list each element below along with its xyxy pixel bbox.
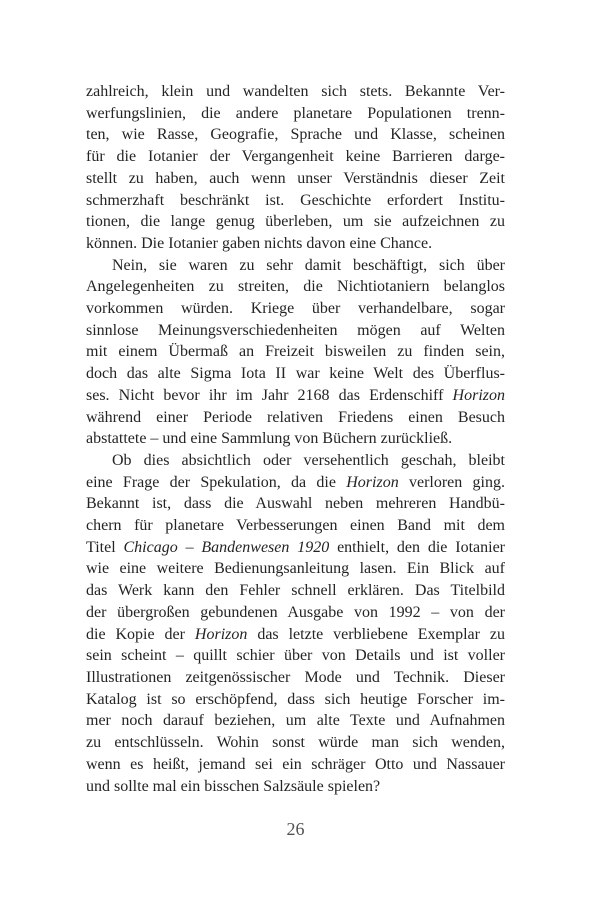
- text-line: [86, 602, 505, 624]
- text-segment: sein scheint – quillt schier über von Details und ist voller: [86, 647, 505, 665]
- text-segment: mit einem Übermaß an Freizeit bisweilen zu finden sein,: [86, 343, 505, 361]
- text-line: [86, 341, 505, 363]
- italic-text: Horizon: [452, 386, 505, 404]
- text-segment: Titel: [86, 538, 124, 556]
- text-line: [86, 363, 505, 385]
- text-segment: wie eine weitere Bedienungsanleitung lasen. Ein Blick auf: [86, 560, 505, 578]
- text-line: [86, 493, 505, 515]
- text-segment: mer noch darauf beziehen, um alte Texte und Aufnahmen: [86, 712, 505, 730]
- text-segment: wenn es heißt, jemand sei ein schräger Otto und Nassauer: [86, 755, 505, 773]
- text-segment: können. Die Iotanier gaben nichts davon eine Chance.: [86, 234, 433, 252]
- text-line: [86, 580, 505, 602]
- text-segment: werfungslinien, die andere planetare Populationen trenn-: [86, 104, 505, 122]
- text-line: [86, 190, 505, 212]
- text-line: [86, 689, 505, 711]
- text-line: [86, 732, 505, 754]
- text-segment: ten, wie Rasse, Geografie, Sprache und Klasse, scheinen: [86, 126, 505, 144]
- text-line: [86, 776, 505, 798]
- text-line: [86, 645, 505, 667]
- text-segment: Illustrationen zeitgenössischer Mode und Technik. Dieser: [86, 668, 505, 686]
- text-line: [86, 103, 505, 125]
- text-segment: vorkommen würden. Kriege über verhandelbare, sogar: [86, 300, 505, 318]
- text-line: [86, 754, 505, 776]
- text-line: [86, 667, 505, 689]
- text-segment: schmerzhaft beschränkt ist. Geschichte erfordert Institu-: [86, 191, 505, 209]
- text-line: [86, 320, 505, 342]
- text-line: [86, 428, 505, 450]
- text-segment: doch das alte Sigma Iota II war keine Welt des Überflus-: [86, 365, 505, 383]
- text-segment: Nein, sie waren zu sehr damit beschäftigt, sich über: [112, 256, 505, 274]
- text-line: [86, 298, 505, 320]
- text-segment: zu entschlüsseln. Wohin sonst würde man sich wenden,: [86, 734, 505, 752]
- text-segment: tionen, die lange genug überleben, um sie aufzeichnen zu: [86, 213, 505, 231]
- text-segment: Katalog ist so erschöpfend, dass sich heutige Forscher im-: [86, 690, 505, 708]
- text-segment: chern für planetare Verbesserungen einen Band mit dem: [86, 517, 505, 535]
- text-segment: das Werk kann den Fehler schnell erklären. Das Titelbild: [86, 582, 505, 600]
- text-segment: Angelegenheiten zu streiten, die Nichtiotaniern belanglos: [86, 278, 505, 296]
- italic-text: Chicago – Bandenwesen 1920: [123, 538, 330, 556]
- text-segment: sinnlose Meinungsverschiedenheiten mögen auf Welten: [86, 321, 505, 339]
- text-segment: die Kopie der: [86, 625, 195, 643]
- text-line: [86, 472, 505, 494]
- text-line: [86, 146, 505, 168]
- italic-text: Horizon: [346, 473, 399, 491]
- text-segment: stellt zu haben, auch wenn unser Verständnis dieser Zeit: [86, 169, 505, 187]
- text-line: [86, 710, 505, 732]
- text-segment: und sollte mal ein bisschen Salzsäule spielen?: [86, 777, 381, 795]
- text-line: [86, 81, 505, 103]
- text-line: [86, 124, 505, 146]
- text-segment: verloren ging.: [398, 473, 506, 491]
- text-segment: der übergroßen gebundenen Ausgabe von 1992 – von der: [86, 603, 505, 621]
- text-segment: das letzte verbliebene Exemplar zu: [247, 625, 506, 643]
- text-line: [86, 385, 505, 407]
- text-segment: eine Frage der Spekulation, da die: [86, 473, 347, 491]
- body-text: [86, 81, 505, 797]
- text-line: [86, 558, 505, 580]
- text-line: [86, 276, 505, 298]
- text-line: [86, 211, 505, 233]
- text-line: [86, 537, 505, 559]
- page-number: 26: [286, 819, 305, 839]
- text-line: [86, 233, 505, 255]
- text-line: [86, 168, 505, 190]
- text-line: [86, 515, 505, 537]
- text-segment: abstattete – und eine Sammlung von Büchern zurückließ.: [86, 430, 453, 448]
- text-line: [86, 450, 505, 472]
- text-segment: Ob dies absichtlich oder versehentlich geschah, bleibt: [112, 451, 505, 469]
- text-segment: während einer Periode relativen Friedens einen Besuch: [86, 408, 505, 426]
- text-line: [86, 407, 505, 429]
- text-segment: für die Iotanier der Vergangenheit keine Barrieren darge-: [86, 148, 505, 166]
- italic-text: Horizon: [194, 625, 248, 643]
- text-segment: ses. Nicht bevor ihr im Jahr 2168 das Erdenschiff: [86, 386, 453, 404]
- text-segment: zahlreich, klein und wandelten sich stets. Bekannte Ver-: [86, 83, 505, 100]
- text-segment: enthielt, den die Iotanier: [329, 538, 505, 556]
- text-line: [86, 255, 505, 277]
- text-segment: Bekannt ist, dass die Auswahl neben mehreren Handbü-: [86, 495, 505, 513]
- text-line: [86, 624, 505, 646]
